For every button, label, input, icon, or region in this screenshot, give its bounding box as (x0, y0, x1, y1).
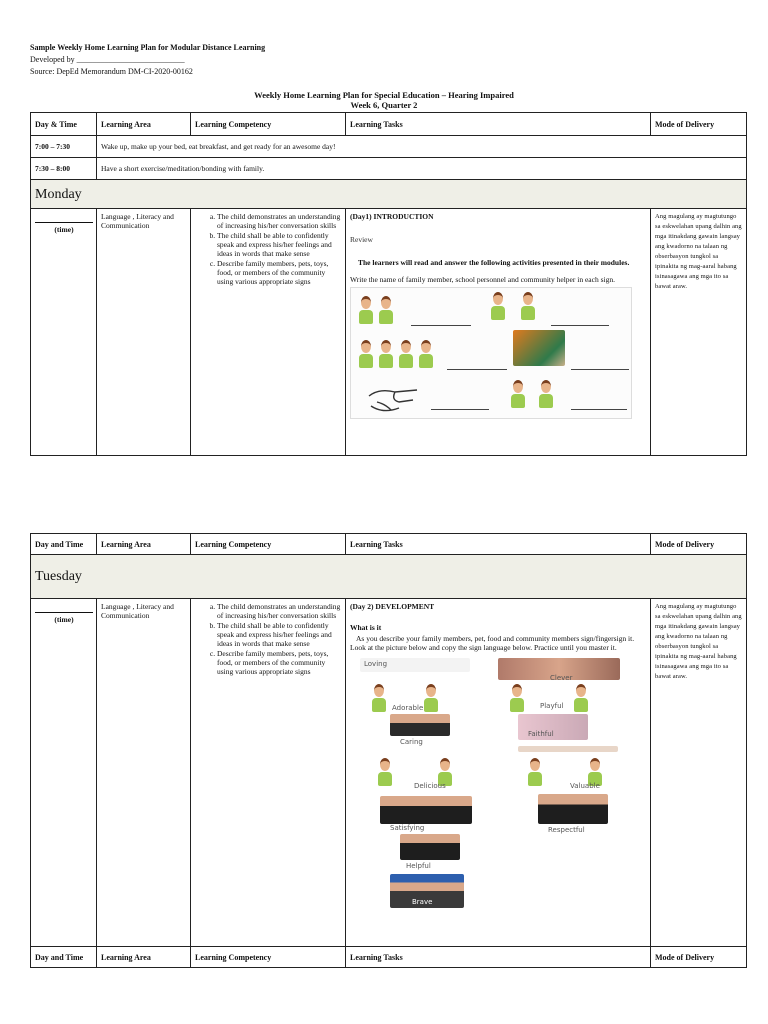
task-text: Write the name of family member, school personnel and community helper in each sign. (350, 275, 615, 284)
task-instruction: The learners will read and answer the following activities presented in their modules. (358, 258, 630, 267)
source-line: Source: DepEd Memorandum DM-CI-2020-00162 (30, 67, 193, 76)
competency-item: a. The child demonstrates an understanding of increasing his/her conversation skills (217, 602, 341, 620)
signer-figure (379, 296, 393, 324)
sign-caption: Helpful (406, 862, 431, 870)
col-day-time: Day and Time (31, 947, 97, 968)
sign-caption: Loving (364, 660, 388, 668)
time-cell (31, 599, 97, 947)
sign-caption: Valuable (570, 782, 600, 790)
learning-tasks-cell (346, 209, 651, 456)
signer-figure (379, 340, 393, 368)
tuesday-plan-table (30, 533, 747, 968)
sign-caption: Respectful (548, 826, 585, 834)
col-mode-of-delivery: Mode of Delivery (651, 113, 747, 136)
competency-cell (191, 209, 346, 456)
routine-row (31, 136, 747, 158)
signer-figure (399, 340, 413, 368)
document-title: Sample Weekly Home Learning Plan for Modular Distance Learning (30, 43, 266, 52)
routine-row (31, 158, 747, 180)
time-blank (35, 602, 93, 613)
mode-of-delivery: Ang magulang ay magtutungo sa eskwelahan upang dalhin ang mga itinakdang gawain langsay ang kwadorno na talaan ng obserbasyon tungkol sa ipinakita ng mag-aaral habang isinasagawa ang mga ito sa bawat araw. (651, 599, 747, 947)
signer-figure (419, 340, 433, 368)
task-subheading: Review (350, 235, 373, 244)
answer-blank (431, 408, 489, 410)
col-learning-tasks: Learning Tasks (346, 947, 651, 968)
col-learning-area: Learning Area (97, 113, 191, 136)
learning-area: Language , Literacy and Communication (97, 599, 191, 947)
answer-blank (411, 324, 471, 326)
developed-by: Developed by ___________________________ (30, 55, 185, 64)
plan-subtitle: Week 6, Quarter 2 (350, 100, 418, 110)
sign-photo (390, 714, 450, 736)
time-blank (35, 212, 93, 223)
signer-figure (372, 684, 386, 712)
col-mode-of-delivery: Mode of Delivery (651, 534, 747, 555)
col-day-time: Day & Time (31, 113, 97, 136)
routine-text: Have a short exercise/meditation/bonding with family. (97, 158, 747, 180)
routine-time: 7:30 – 8:00 (31, 158, 97, 180)
competency-item: b. The child shall be able to confidently speak and express his/her feelings and ideas in words that make sense (217, 621, 341, 648)
task-title: (Day1) INTRODUCTION (350, 212, 434, 221)
competency-cell (191, 599, 346, 947)
competency-item: c. Describe family members, pets, toys, food, or members of the community using various appropriate signs (217, 259, 341, 286)
task-title: (Day 2) DEVELOPMENT (350, 602, 435, 611)
mode-of-delivery: Ang magulang ay magtutungo sa eskwelahan upang dalhin ang mga itinakdang gawain langsay ang kwadorno na talaan ng obserbasyon tungkol sa ipinakita ng mag-aaral habang isinasagawa ang mga ito sa bawat araw. (651, 209, 747, 456)
sign-caption: Satisfying (390, 824, 425, 832)
time-cell (31, 209, 97, 456)
sign-caption: Delicious (414, 782, 446, 790)
answer-blank (551, 324, 609, 326)
competency-item: c. Describe family members, pets, toys, food, or members of the community using various appropriate signs (217, 649, 341, 676)
learning-tasks-cell (346, 599, 651, 947)
signer-figure (424, 684, 438, 712)
routine-text: Wake up, make up your bed, eat breakfast, and get ready for an awesome day! (97, 136, 747, 158)
signer-figure (378, 758, 392, 786)
day-label-tuesday: Tuesday (31, 555, 747, 599)
sign-caption: Adorable (392, 704, 424, 712)
sign-photo (400, 834, 460, 860)
plan-title: Weekly Home Learning Plan for Special Education – Hearing Impaired (254, 90, 514, 100)
time-label: (time) (54, 615, 74, 624)
sign-caption: Clever (550, 674, 573, 682)
routine-time: 7:00 – 7:30 (31, 136, 97, 158)
col-learning-tasks: Learning Tasks (346, 113, 651, 136)
hand-sign-drawing (365, 384, 423, 416)
col-learning-tasks: Learning Tasks (346, 534, 651, 555)
tuesday-lesson-row (31, 599, 747, 947)
col-learning-area: Learning Area (97, 947, 191, 968)
signer-figure (510, 684, 524, 712)
col-learning-competency: Learning Competency (191, 947, 346, 968)
col-day-time: Day and Time (31, 534, 97, 555)
competency-item: a. The child demonstrates an understanding of increasing his/her conversation skills (217, 212, 341, 230)
sign-caption: Brave (412, 898, 433, 906)
monday-plan-table (30, 112, 747, 456)
learning-area: Language , Literacy and Communication (97, 209, 191, 456)
sign-vocabulary-figure (360, 658, 628, 916)
time-label: (time) (54, 225, 74, 234)
signer-figure (359, 340, 373, 368)
day-label-monday: Monday (31, 180, 747, 209)
sign-caption: Caring (400, 738, 423, 746)
sign-caption: Faithful (528, 730, 554, 738)
sign-photo (538, 794, 608, 824)
competency-item: b. The child shall be able to confidently speak and express his/her feelings and ideas in words that make sense (217, 231, 341, 258)
sign-photo (518, 746, 618, 752)
signer-figure (491, 292, 505, 320)
signer-figure (511, 380, 525, 408)
col-learning-area: Learning Area (97, 534, 191, 555)
signer-figure (528, 758, 542, 786)
col-mode-of-delivery: Mode of Delivery (651, 947, 747, 968)
sign-activity-figure (350, 287, 632, 419)
signer-figure (574, 684, 588, 712)
task-subheading: What is it (350, 623, 382, 632)
answer-blank (447, 368, 507, 370)
monday-lesson-row (31, 209, 747, 456)
signer-figure (539, 380, 553, 408)
signer-figure (359, 296, 373, 324)
signer-figure (521, 292, 535, 320)
sign-photo (380, 796, 472, 824)
answer-blank (571, 368, 629, 370)
col-learning-competency: Learning Competency (191, 113, 346, 136)
sign-caption: Playful (540, 702, 564, 710)
signer-photo (513, 330, 565, 366)
answer-blank (571, 408, 627, 410)
task-text: As you describe your family members, pet, food and community members sign/fingersign it. Look at the picture below and copy the sign language below. Practice until you master it. (350, 634, 635, 652)
col-learning-competency: Learning Competency (191, 534, 346, 555)
